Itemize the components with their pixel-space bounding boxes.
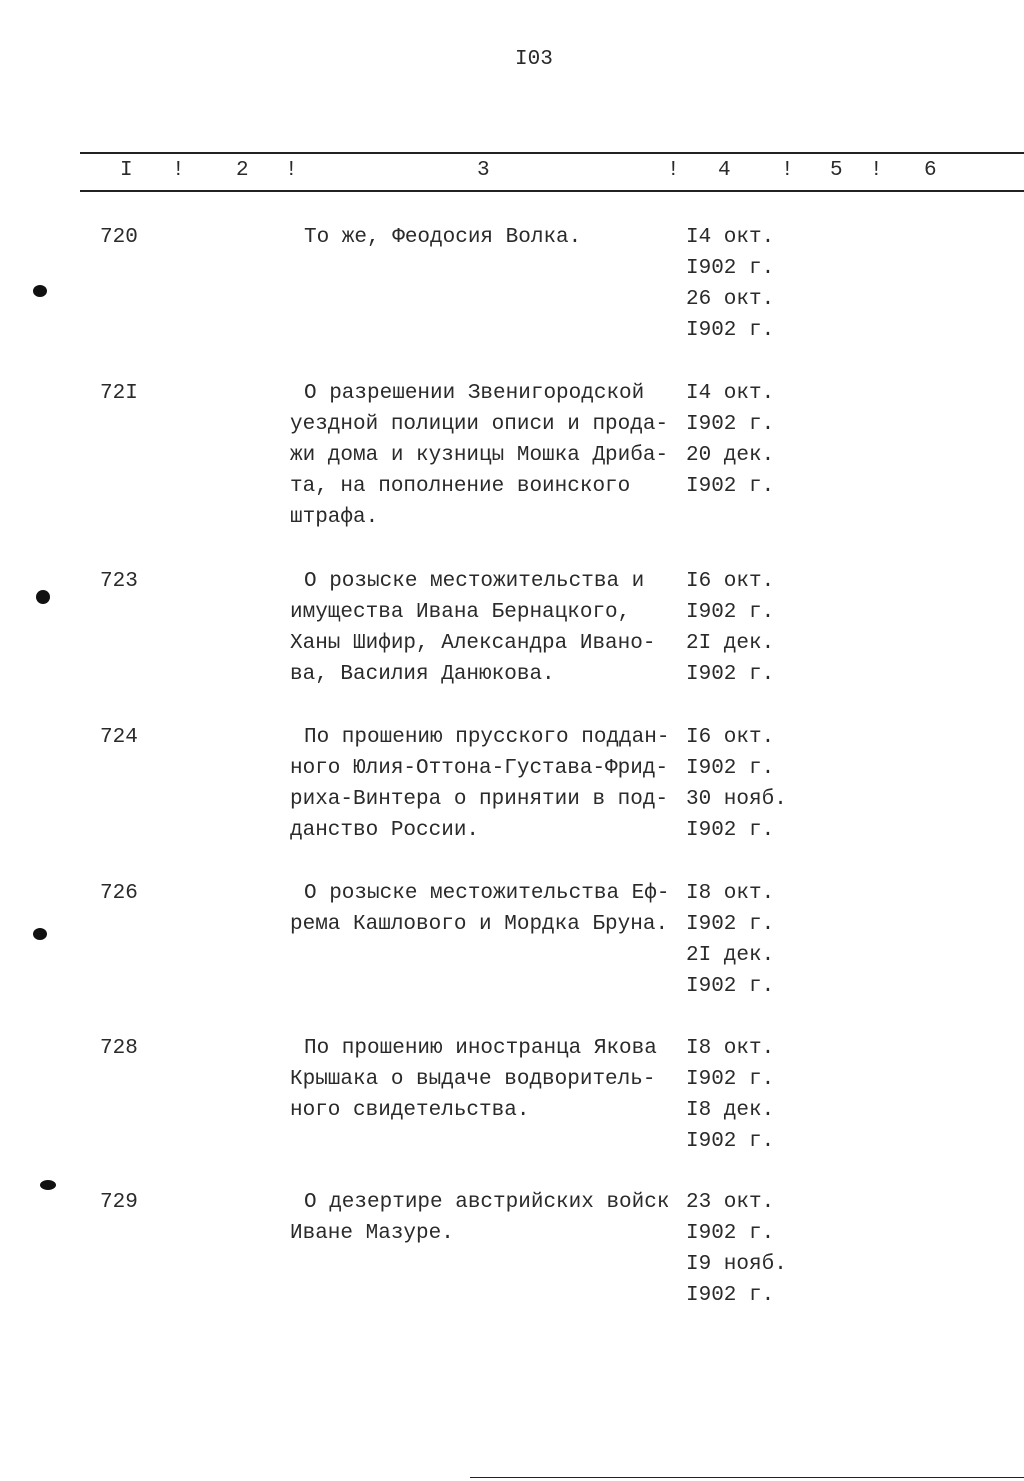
entry-description	[290, 878, 680, 940]
header-separator: !	[781, 159, 794, 182]
date-year: I902 г.	[686, 1130, 775, 1153]
header-column-4: 4	[718, 159, 731, 182]
date-year: I902 г.	[686, 1284, 775, 1307]
entry-dates	[686, 566, 774, 690]
date-year: I902 г.	[686, 601, 775, 624]
date-year: I902 г.	[686, 757, 775, 780]
entry-description	[290, 378, 680, 533]
table-top-rule	[80, 152, 1024, 154]
description-line: О розыске местожительства Еф-	[304, 882, 670, 905]
date-day-month: 23 окт.	[686, 1191, 775, 1214]
description-line: О разрешении Звенигородской	[304, 382, 645, 405]
date-day-month: I4 окт.	[686, 226, 775, 249]
entry-number: 729	[100, 1191, 138, 1214]
date-day-month: I8 дек.	[686, 1099, 775, 1122]
description-line: жи дома и кузницы Мошка Дриба-	[290, 444, 669, 467]
description-line: О дезертире австрийских войск	[304, 1191, 670, 1214]
bottom-rule	[470, 1477, 1024, 1478]
entry-description	[290, 1187, 680, 1249]
header-separator: !	[285, 159, 298, 182]
punch-hole-mark	[40, 1180, 56, 1190]
date-day-month: 30 нояб.	[686, 788, 787, 811]
header-separator: !	[172, 159, 185, 182]
entry-dates	[686, 1033, 774, 1157]
punch-hole-mark	[33, 928, 47, 940]
entry-number: 726	[100, 882, 138, 905]
entry-dates	[686, 378, 774, 502]
description-line: ного свидетельства.	[290, 1099, 530, 1122]
description-line: То же, Феодосия Волка.	[304, 226, 582, 249]
date-year: I902 г.	[686, 819, 775, 842]
description-line: риха-Винтера о принятии в под-	[290, 788, 669, 811]
date-year: I902 г.	[686, 663, 775, 686]
date-year: I902 г.	[686, 475, 775, 498]
header-column-5: 5	[830, 159, 843, 182]
description-line: ва, Василия Данюкова.	[290, 663, 555, 686]
date-day-month: I8 окт.	[686, 882, 775, 905]
date-year: I902 г.	[686, 913, 775, 936]
entry-dates	[686, 722, 787, 846]
entry-number: 720	[100, 226, 138, 249]
header-separator: !	[870, 159, 883, 182]
description-line: уездной полиции описи и прода-	[290, 413, 669, 436]
date-year: I902 г.	[686, 975, 775, 998]
table-header-rule	[80, 190, 1024, 192]
date-day-month: 2I дек.	[686, 944, 775, 967]
description-line: рема Кашлового и Мордка Бруна.	[290, 913, 669, 936]
description-line: Иване Мазуре.	[290, 1222, 454, 1245]
entry-number: 72I	[100, 382, 138, 405]
description-line: имущества Ивана Бернацкого,	[290, 601, 631, 624]
entry-dates	[686, 1187, 787, 1311]
date-day-month: 20 дек.	[686, 444, 775, 467]
entry-description	[290, 722, 680, 846]
description-line: О розыске местожительства и	[304, 570, 645, 593]
description-line: Ханы Шифир, Александра Ивано-	[290, 632, 656, 655]
header-column-6: 6	[924, 159, 937, 182]
date-year: I902 г.	[686, 1222, 775, 1245]
page-number: I03	[515, 48, 553, 71]
date-day-month: I9 нояб.	[686, 1253, 787, 1276]
entry-dates	[686, 222, 774, 346]
entry-description	[290, 222, 680, 253]
date-year: I902 г.	[686, 257, 775, 280]
entry-description	[290, 1033, 680, 1126]
date-year: I902 г.	[686, 413, 775, 436]
description-line: данство России.	[290, 819, 480, 842]
entry-dates	[686, 878, 774, 1002]
date-year: I902 г.	[686, 1068, 775, 1091]
header-column-2: 2	[236, 159, 249, 182]
date-day-month: 2I дек.	[686, 632, 775, 655]
entry-description	[290, 566, 680, 690]
description-line: По прошению иностранца Якова	[304, 1037, 657, 1060]
punch-hole-mark	[33, 285, 47, 297]
header-column-1: I	[120, 159, 133, 182]
entry-number: 724	[100, 726, 138, 749]
description-line: штрафа.	[290, 506, 379, 529]
description-line: ного Юлия-Оттона-Густава-Фрид-	[290, 757, 669, 780]
date-year: I902 г.	[686, 319, 775, 342]
date-day-month: I8 окт.	[686, 1037, 775, 1060]
entry-number: 728	[100, 1037, 138, 1060]
date-day-month: 26 окт.	[686, 288, 775, 311]
date-day-month: I6 окт.	[686, 570, 775, 593]
header-column-3: 3	[477, 159, 490, 182]
description-line: По прошению прусского поддан-	[304, 726, 670, 749]
punch-hole-mark	[36, 590, 50, 604]
header-separator: !	[667, 159, 680, 182]
date-day-month: I6 окт.	[686, 726, 775, 749]
description-line: та, на пополнение воинского	[290, 475, 631, 498]
description-line: Крышака о выдаче водворитель-	[290, 1068, 656, 1091]
date-day-month: I4 окт.	[686, 382, 775, 405]
entry-number: 723	[100, 570, 138, 593]
